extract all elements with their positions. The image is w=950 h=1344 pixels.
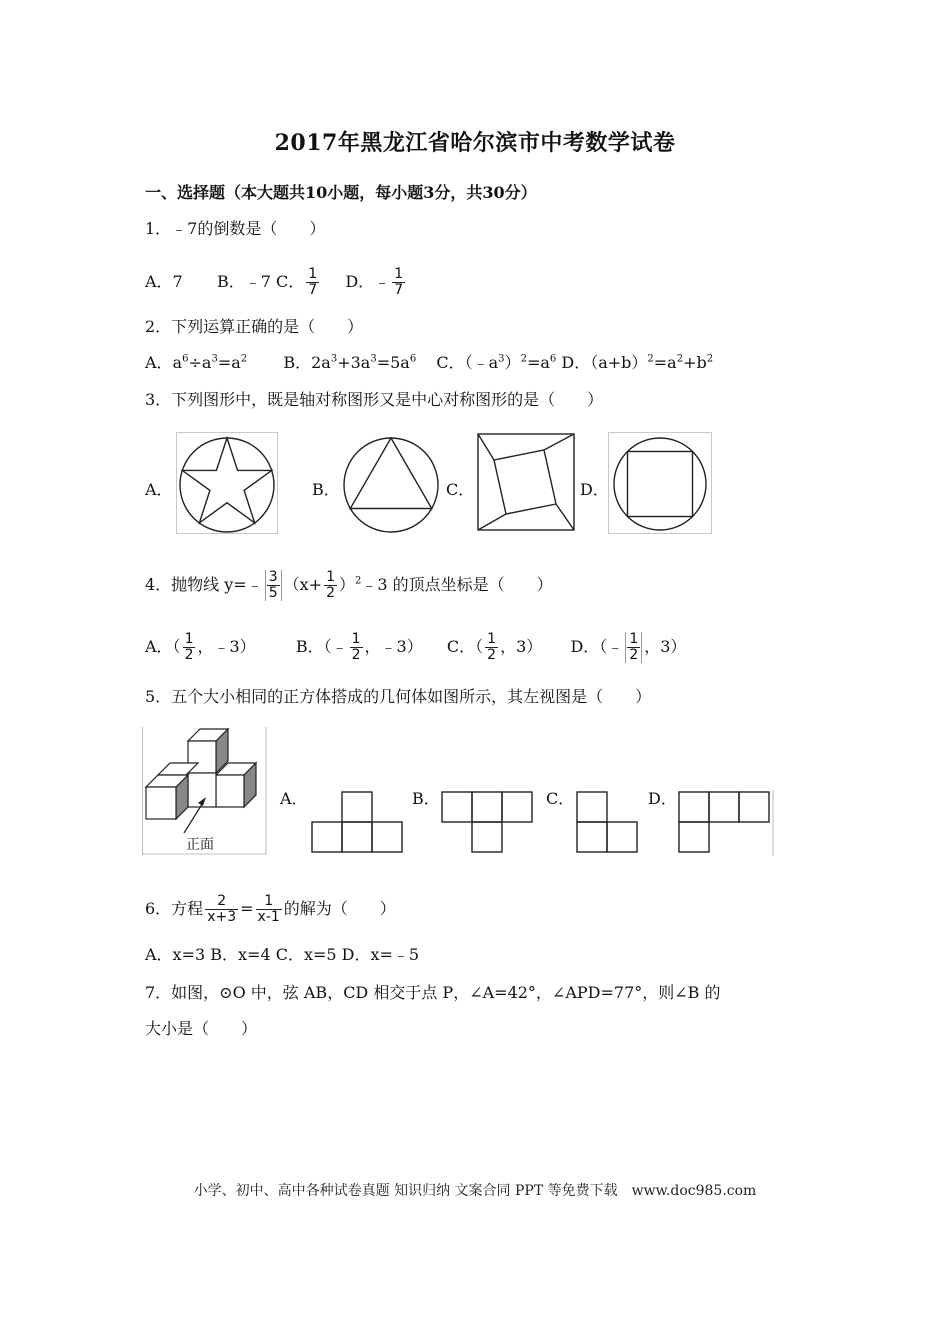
question-4-stem: 4．抛物线 y=﹣ $\frac{3}{5}$ （x+ $\frac{1}{2}$ ）$^2$﹣3 的顶点坐标是（ ） — [145, 569, 553, 601]
question-6-stem: 6．方程 $\frac{2}{x+3}$ = $\frac{1}{x-1}$ 的解为（ ） — [145, 893, 396, 925]
q5-option-d: D． — [648, 789, 677, 808]
q2-option-b: B．$2a^3+3a^3=5a^6$ — [283, 353, 417, 372]
triangle-in-circle-figure — [340, 432, 442, 534]
question-2-options — [145, 352, 713, 374]
q4-coefficient-fraction: $\frac{3}{5}$ — [265, 570, 282, 601]
q5-option-c: C． — [546, 789, 575, 808]
q5-option-b: B． — [412, 789, 440, 808]
q4-option-d: D．（﹣ $\frac{1}{2}$ ，3） — [570, 631, 687, 663]
square-in-circle-figure — [608, 432, 712, 534]
square-pinwheel-figure — [474, 432, 578, 534]
q3-option-b: B． — [312, 480, 340, 499]
q3-option-d: D． — [580, 480, 609, 499]
q2-option-c: C．$(﹣a^3)^2=a^6$ — [436, 353, 557, 372]
q4-option-a: A．（ $\frac{1}{2}$ ，﹣3） — [145, 631, 256, 663]
question-2-stem: 2．下列运算正确的是（ ） — [145, 317, 364, 336]
q3-option-a: A． — [145, 480, 173, 499]
q4-option-c: C．（ $\frac{1}{2}$ ，3） — [446, 631, 543, 663]
q1-fraction-d: $\frac{1}{7}$ — [394, 266, 404, 298]
question-4-options — [145, 632, 686, 663]
q1-option-c: C． — [275, 272, 305, 291]
q2-option-a: A．$a^6\div a^3=a^2$ — [145, 353, 248, 372]
question-5-stem: 5．五个大小相同的正方体搭成的几何体如图所示，其左视图是（ ） — [145, 687, 652, 706]
page-title: 2017年黑龙江省哈尔滨市中考数学试卷 — [274, 130, 676, 156]
q4-option-b: B．（﹣ $\frac{1}{2}$ ，﹣3） — [295, 631, 423, 663]
q1-option-d: D．﹣ — [345, 272, 391, 291]
q1-option-a: A．7 — [145, 272, 183, 291]
q5-view-a — [310, 790, 406, 854]
q2-option-d: D．$(a+b)^2=a^2+b^2$ — [561, 353, 714, 372]
question-6-options: A．x=3 B．x=4 C．x=5 D．x=﹣5 — [145, 945, 420, 964]
question-1-stem: 1．﹣7的倒数是（ ） — [145, 219, 326, 238]
q5-view-c — [575, 790, 641, 854]
front-label: 正面 — [186, 837, 214, 853]
q5-view-d — [677, 790, 775, 856]
question-7-line-2: 大小是（ ） — [145, 1019, 258, 1038]
q1-fraction-c: $\frac{1}{7}$ — [308, 266, 318, 298]
star-in-circle-figure — [176, 432, 278, 534]
q6-right-fraction: $\frac{1}{x-1}$ — [257, 893, 280, 925]
section-heading: 一、选择题（本大题共10小题，每小题3分，共30分） — [145, 183, 537, 202]
q5-view-b — [440, 790, 536, 854]
page-footer: 小学、初中、高中各种试卷真题 知识归纳 文案合同 PPT 等免费下载 www.doc985.com — [193, 1183, 757, 1199]
q4-half-fraction: $\frac{1}{2}$ — [326, 569, 335, 601]
q6-left-fraction: $\frac{2}{x+3}$ — [207, 893, 237, 925]
q1-option-b: B．﹣7 — [216, 272, 271, 291]
q3-option-c: C． — [446, 480, 475, 499]
question-7-line-1: 7．如图，⊙O 中，弦 AB，CD 相交于点 P，∠A=42°，∠APD=77°，则∠B 的 — [145, 983, 721, 1002]
q5-option-a: A． — [280, 789, 308, 808]
question-3-stem: 3．下列图形中，既是轴对称图形又是中心对称图形的是（ ） — [145, 390, 604, 409]
question-1-options — [145, 267, 407, 298]
